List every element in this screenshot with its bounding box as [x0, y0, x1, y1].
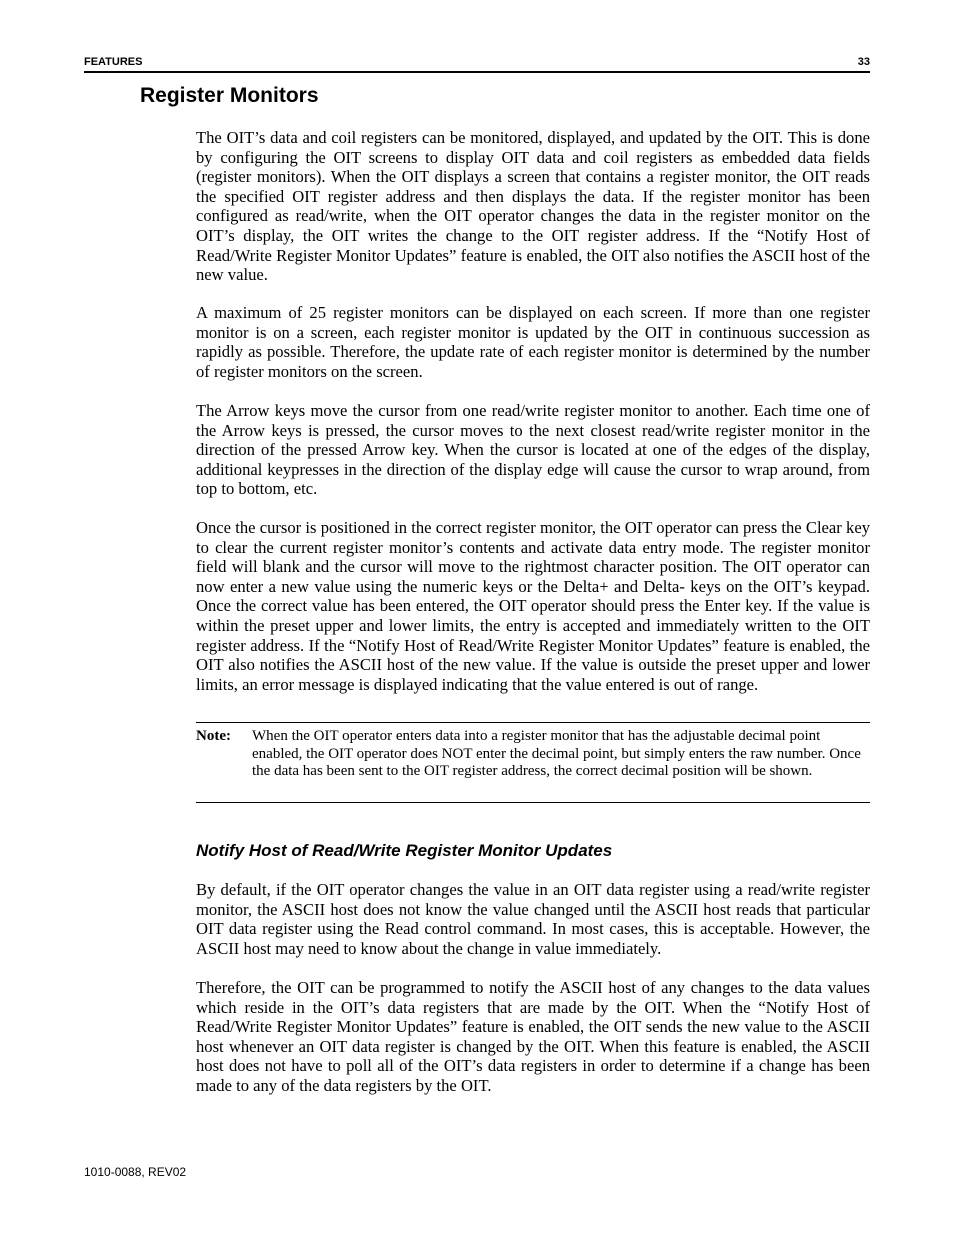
paragraph-register-monitors-intro: The OIT’s data and coil registers can be monitored, displayed, and updated by the OIT. This is done by configuring the OIT screens to display OIT data and coil registers as embedded data fields (register monitors). When the OIT displays a screen that contains a register monitor, the OIT reads the specified OIT register address and then displays the data. If the register monitor has been configured as read/write, when the OIT operator changes the data in the register monitor on the OIT’s display, the OIT writes the change to the OIT register address. If the “Notify Host of Read/Write Register Monitor Updates” feature is enabled, the OIT also notifies the ASCII host of the new value.	[196, 128, 870, 285]
paragraph-max-monitors: A maximum of 25 register monitors can be displayed on each screen. If more than one register monitor is on a screen, each register monitor is updated by the OIT in continuous succession as rapidly as possible. Therefore, the update rate of each register monitor is determined by the number of register monitors on the screen.	[196, 303, 870, 381]
section-title: Register Monitors	[140, 84, 319, 107]
note-text: When the OIT operator enters data into a register monitor that has the adjustable decimal point enabled, the OIT operator does NOT enter the decimal point, but simply enters the raw number. Once the data has been sent to the OIT register address, the correct decimal position will be shown.	[252, 728, 861, 780]
subsection-title: Notify Host of Read/Write Register Monitor Updates	[196, 841, 613, 860]
page-number: 33	[857, 56, 870, 68]
running-header	[84, 55, 870, 73]
footer-doc-id: 1010-0088, REV02	[84, 1165, 187, 1179]
note-box	[196, 722, 870, 803]
paragraph-notify-host: Therefore, the OIT can be programmed to notify the ASCII host of any changes to the data values which reside in the OIT’s data registers that are made by the OIT. When the “Notify Host of Read/Write Register Monitor Updates” feature is enabled, the OIT sends the new value to the ASCII host whenever an OIT data register is changed by the OIT. When this feature is enabled, the ASCII host does not have to poll all of the OIT’s data registers in order to determine if a change has been made to any of the data registers by the OIT.	[196, 978, 870, 1095]
paragraph-arrow-keys: The Arrow keys move the cursor from one read/write register monitor to another. Each time one of the Arrow keys is pressed, the cursor moves to the next closest read/write register monitor in the direction of the pressed Arrow key. When the cursor is located at one of the edges of the display, additional keypresses in the direction of the display edge will cause the cursor to wrap around, from top to bottom, etc.	[196, 401, 870, 499]
note-label: Note:	[196, 728, 231, 744]
paragraph-default-behavior: By default, if the OIT operator changes the value in an OIT data register using a read/write register monitor, the ASCII host does not know the value changed until the ASCII host reads that particular OIT data register using the Read control command. In most cases, this is acceptable. However, the ASCII host may need to know about the change in value immediately.	[196, 880, 870, 958]
header-section-name: FEATURES	[84, 56, 143, 68]
paragraph-data-entry: Once the cursor is positioned in the correct register monitor, the OIT operator can press the Clear key to clear the current register monitor’s contents and activate data entry mode. The register monitor field will blank and the cursor will move to the rightmost character position. The OIT operator can now enter a new value using the numeric keys or the Delta+ and Delta- keys on the OIT’s keypad. Once the correct value has been entered, the OIT operator should press the Enter key. If the value is within the preset upper and lower limits, the entry is accepted and immediately written to the OIT register address. If the “Notify Host of Read/Write Register Monitor Updates” feature is enabled, the OIT also notifies the ASCII host of the new value. If the value is outside the preset upper and lower limits, an error message is displayed indicating that the value entered is out of range.	[196, 518, 870, 694]
